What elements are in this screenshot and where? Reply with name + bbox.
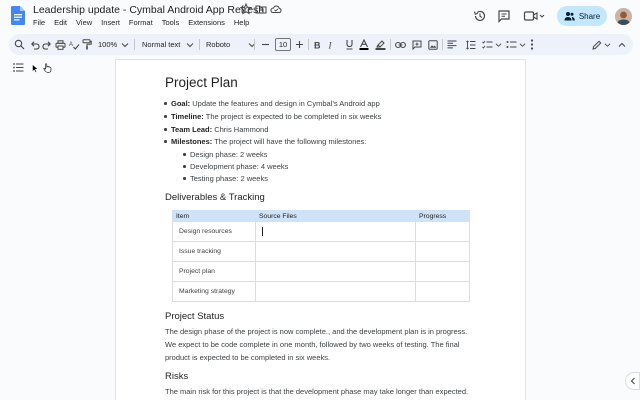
table-cell-item[interactable]: Marketing strategy [173,282,256,302]
decrease-font-size-button[interactable] [261,34,270,55]
table-cell-item[interactable]: Project plan [173,262,256,282]
line-spacing-icon[interactable] [465,34,476,55]
table-header-cell[interactable]: Source Files [256,211,416,222]
paragraph-style-select[interactable] [142,34,194,55]
paragraph-style-value: Normal text [142,40,181,49]
menu-help[interactable]: Help [233,18,250,27]
mouse-pointer-icon [32,64,39,73]
version-history-icon[interactable] [473,9,487,23]
menu-view[interactable]: View [76,18,93,27]
table-cell-progress[interactable] [416,222,470,242]
document-page[interactable] [115,59,526,400]
document-outline-icon[interactable] [13,63,24,72]
svg-text:I: I [328,40,332,50]
table-header-cell[interactable]: Item [173,211,256,222]
project-status-heading[interactable]: Project Status [165,311,225,322]
docs-logo-icon[interactable] [11,6,25,25]
text-color-icon[interactable] [359,34,369,55]
svg-text:A: A [69,41,74,48]
highlight-color-icon[interactable] [375,34,386,55]
menu-file[interactable]: File [33,18,46,27]
risks-paragraph[interactable]: The main risk for this project is that the development phase may take longer than expected. [165,387,469,396]
table-row [173,222,470,242]
table-cell-source[interactable] [256,262,416,282]
avatar[interactable] [615,8,632,25]
people-icon [564,11,575,21]
toolbar-divider [134,39,135,50]
insert-image-icon[interactable] [428,34,438,55]
menu-insert[interactable]: Insert [101,18,120,27]
zoom-value: 100% [98,40,118,49]
zoom-select[interactable] [98,34,129,55]
share-button[interactable] [557,6,607,26]
chevron-down-icon [519,42,526,48]
paint-format-icon[interactable] [82,34,92,55]
table-cell-progress[interactable] [416,282,470,302]
font-family-select[interactable] [206,34,256,55]
milestone-item[interactable]: Design phase: 2 weeks [190,150,268,159]
bold-icon[interactable] [313,34,322,55]
insert-link-icon[interactable] [395,34,406,55]
more-options-icon[interactable] [530,34,534,55]
toolbar-divider [390,39,391,50]
menu-format[interactable]: Format [128,18,153,27]
app-header [0,0,640,32]
bullet-team-lead[interactable]: Team Lead: Chris Hammond [171,125,269,134]
toolbar-divider [199,39,200,50]
deliverables-table[interactable] [172,210,470,302]
print-icon[interactable] [55,34,66,55]
align-left-icon [447,40,457,49]
move-folder-icon[interactable] [255,3,267,15]
bullet-goal[interactable]: Goal: Update the features and design in Cymbal’s Android app [171,99,380,108]
chevron-down-icon [121,42,129,48]
chevron-down-icon [495,42,502,48]
add-comment-icon[interactable] [412,34,422,55]
bulleted-list-icon[interactable] [506,34,526,55]
underline-icon[interactable] [345,34,354,55]
share-label: Share [578,11,601,21]
font-family-value: Roboto [206,40,231,49]
table-header-row [173,211,470,222]
table-cell-progress[interactable] [416,262,470,282]
menu-edit[interactable]: Edit [54,18,68,27]
menu-tools[interactable]: Tools [161,18,180,27]
toolbar-divider [308,39,309,50]
font-size-input[interactable]: 10 [275,38,291,51]
undo-icon[interactable] [30,34,40,55]
menu-extensions[interactable]: Extensions [188,18,225,27]
table-cell-item[interactable]: Design resources [173,222,256,242]
toolbar-divider [254,39,255,50]
text-cursor [262,227,263,236]
deliverables-heading[interactable]: Deliverables & Tracking [165,192,265,203]
page-title[interactable]: Project Plan [165,75,238,90]
milestone-item[interactable]: Development phase: 4 weeks [190,162,289,171]
chevron-left-icon [630,377,636,385]
align-select[interactable] [447,34,457,55]
formatting-toolbar [9,34,633,55]
increase-font-size-button[interactable] [295,34,304,55]
table-row [173,262,470,282]
table-cell-source[interactable] [256,222,416,242]
checklist-icon[interactable] [482,34,502,55]
menu-bar [33,18,249,27]
table-row [173,242,470,262]
bullet-timeline[interactable]: Timeline: The project is expected to be completed in six weeks [171,112,382,121]
milestone-item[interactable]: Testing phase: 2 weeks [190,174,268,183]
meet-call-icon[interactable] [523,9,545,23]
editing-mode-icon[interactable] [592,34,611,55]
bullet-milestones[interactable]: Milestones: The project will have the following milestones: [171,137,367,146]
comments-icon[interactable] [497,9,511,23]
side-panel-toggle[interactable] [625,372,640,390]
table-cell-source[interactable] [256,282,416,302]
chevron-down-icon [604,42,611,48]
table-header-cell[interactable]: Progress [416,211,470,222]
cloud-saved-icon[interactable] [270,3,282,15]
hand-pointer-icon [43,63,52,73]
table-cell-progress[interactable] [416,242,470,262]
star-icon[interactable] [240,3,252,15]
hide-menus-icon[interactable] [618,34,626,55]
document-title[interactable]: Leadership update - Cymbal Android App Refresh [33,4,265,16]
table-cell-source[interactable] [256,242,416,262]
search-menus-icon[interactable] [14,34,25,55]
table-row [173,282,470,302]
spellcheck-icon[interactable] [69,34,80,55]
redo-icon[interactable] [42,34,52,55]
italic-icon[interactable] [327,34,335,55]
svg-text:B: B [314,40,321,50]
table-cell-item[interactable]: Issue tracking [173,242,256,262]
risks-heading[interactable]: Risks [165,371,189,382]
chevron-down-icon [186,42,194,48]
toolbar-divider [442,39,443,50]
project-status-paragraph[interactable]: The design phase of the project is now complete., and the development plan is in progress. We expect to be code complete in one month, followed by two weeks of testing. The final product is expected to be completed in six weeks. [165,327,468,362]
